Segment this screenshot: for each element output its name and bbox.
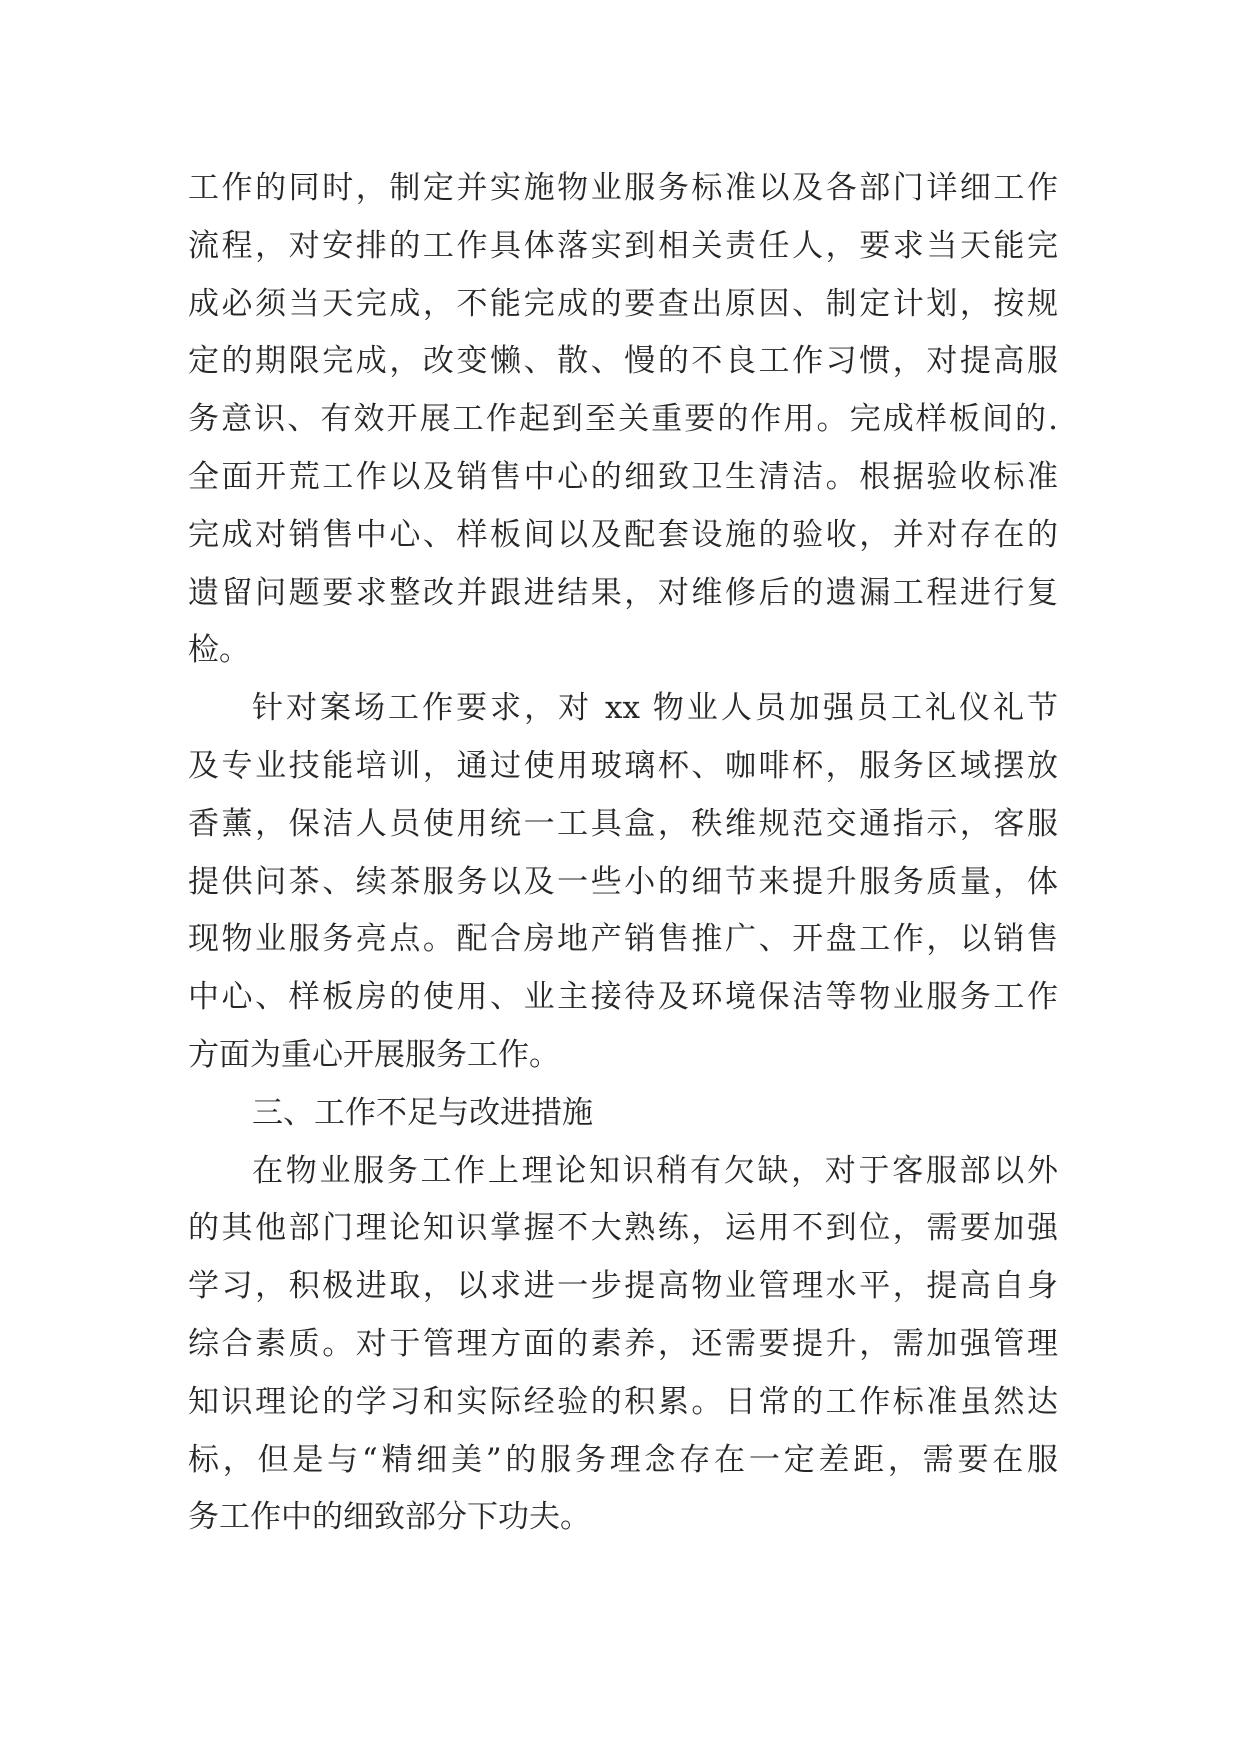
- text-line: 方面为重心开展服务工作。: [188, 1036, 560, 1073]
- text-line: 定的期限完成，改变懒、散、慢的不良工作习惯，对提高服: [188, 343, 1058, 380]
- text-line: 知识理论的学习和实际经验的积累。日常的工作标准虽然达: [188, 1383, 1058, 1420]
- text-line: 成必须当天完成，不能完成的要查出原因、制定计划，按规: [188, 285, 1058, 322]
- document-body: [188, 160, 1058, 1547]
- text-line: 综合素质。对于管理方面的素养，还需要提升，需加强管理: [188, 1325, 1058, 1362]
- text-line: 检。: [188, 632, 250, 669]
- section-heading: 三、工作不足与改进措施: [252, 1094, 593, 1131]
- text-line: 务工作中的细致部分下功夫。: [188, 1499, 591, 1536]
- text-line: 遗留问题要求整改并跟进结果，对维修后的遗漏工程进行复: [188, 574, 1058, 611]
- text-line: 香薰，保洁人员使用统一工具盒，秩维规范交通指示，客服: [188, 805, 1058, 842]
- text-line: 中心、样板房的使用、业主接待及环境保洁等物业服务工作: [188, 979, 1058, 1016]
- text-line: 标，但是与“精细美”的服务理念存在一定差距，需要在服: [188, 1441, 1058, 1478]
- paragraph-first-line: 针对案场工作要求，对 xx 物业人员加强员工礼仪礼节: [252, 690, 1058, 727]
- paragraph-first-line: 在物业服务工作上理论知识稍有欠缺，对于客服部以外: [252, 1152, 1058, 1189]
- text-line: 现物业服务亮点。配合房地产销售推广、开盘工作，以销售: [188, 921, 1058, 958]
- text-line: 提供问茶、续茶服务以及一些小的细节来提升服务质量，体: [188, 863, 1058, 900]
- text-line: 流程，对安排的工作具体落实到相关责任人，要求当天能完: [188, 227, 1058, 264]
- text-line: 学习，积极进取，以求进一步提高物业管理水平，提高自身: [188, 1268, 1058, 1305]
- text-line: 务意识、有效开展工作起到至关重要的作用。完成样板间的.: [188, 401, 1058, 438]
- text-line: 工作的同时，制定并实施物业服务标准以及各部门详细工作: [188, 170, 1058, 206]
- text-line: 的其他部门理论知识掌握不大熟练，运用不到位，需要加强: [188, 1210, 1058, 1247]
- text-line: 及专业技能培训，通过使用玻璃杯、咖啡杯，服务区域摆放: [188, 747, 1058, 784]
- text-line: 全面开荒工作以及销售中心的细致卫生清洁。根据验收标准: [188, 458, 1058, 495]
- text-line: 完成对销售中心、样板间以及配套设施的验收，并对存在的: [188, 516, 1058, 553]
